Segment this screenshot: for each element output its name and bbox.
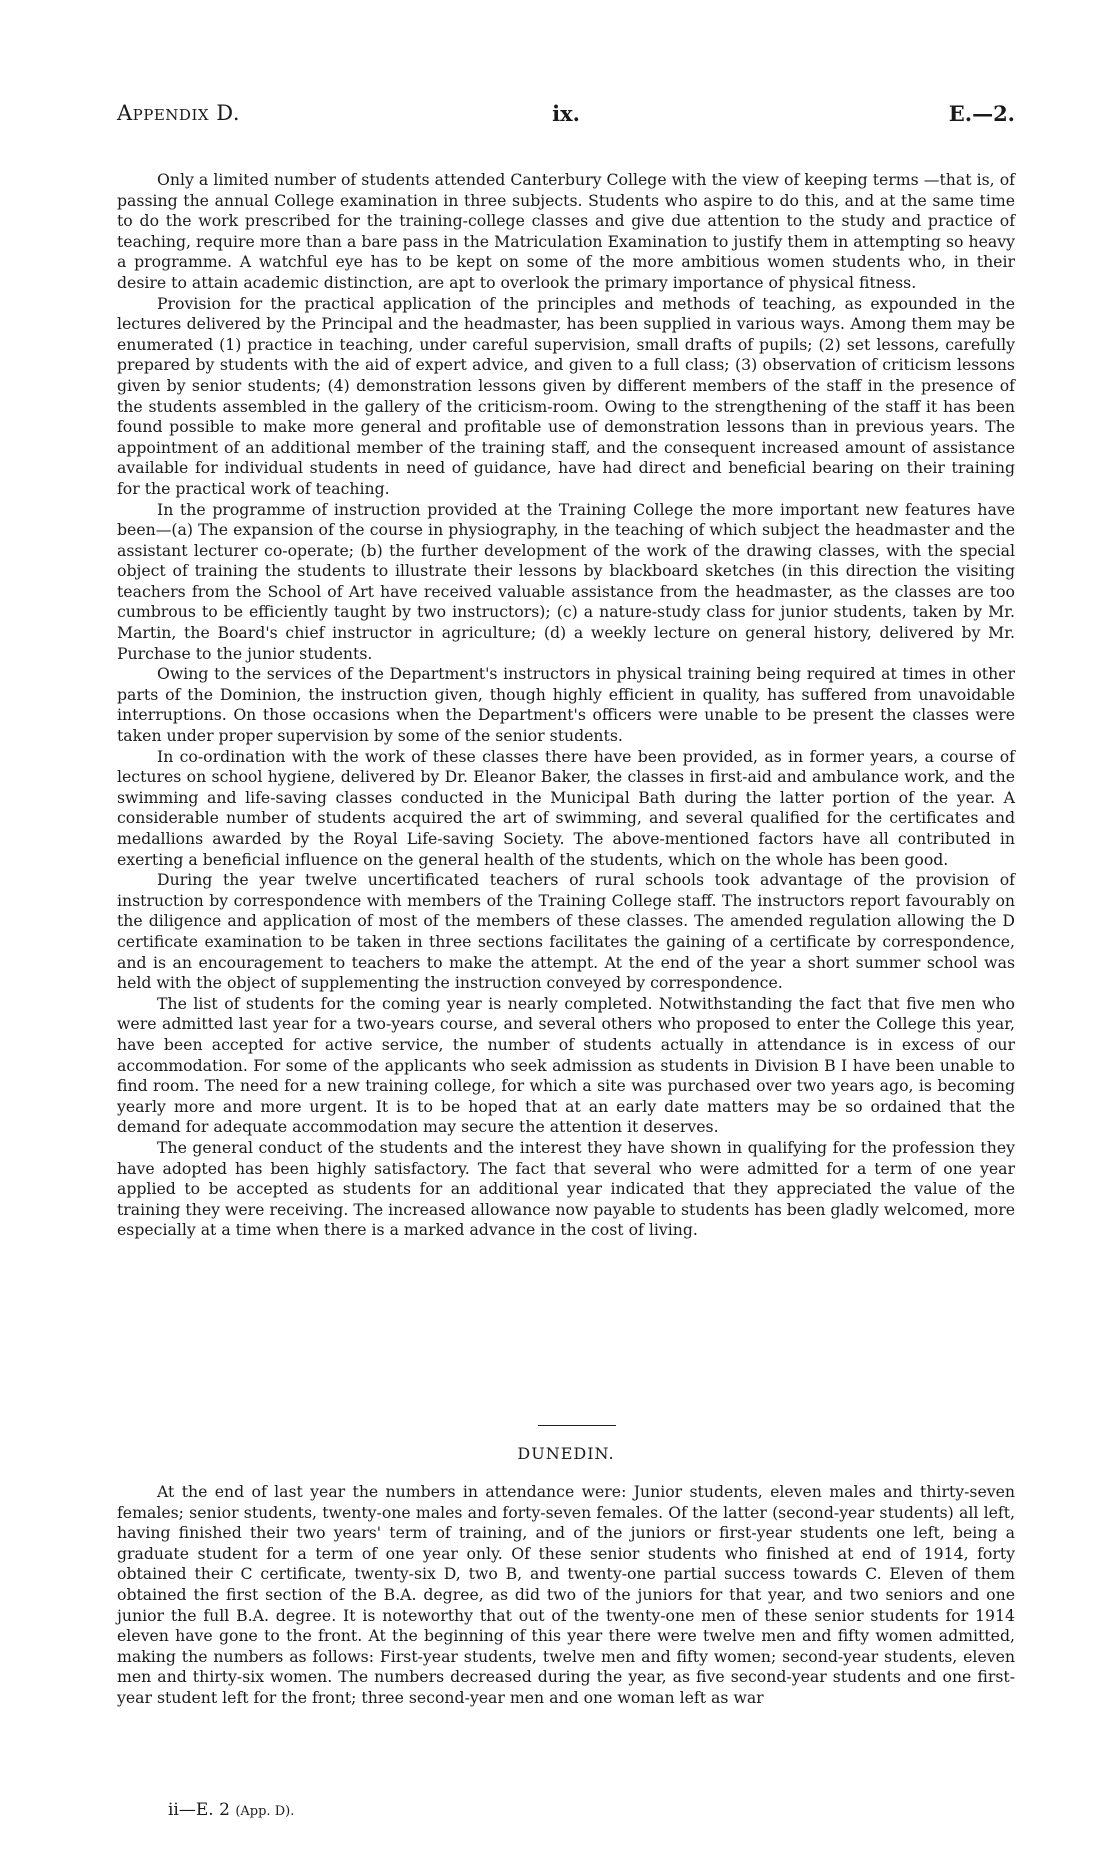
- page-footer: [168, 1800, 294, 1820]
- paragraph: In the programme of instruction provided at the Training College the more important new features have been—(a) The expansion of the course in physiography, in the teaching of which subject the headmaster and the assistant lecturer co-operate; (b) the further development of the work of the drawing classes, with the special object of training the students to illustrate their lessons by blackboard sketches (in this direction the visiting teachers from the School of Art have received valuable assistance from the headmaster, as the classes are too cumbrous to be efficiently taught by two instructors); (c) a nature-study class for junior students, taken by Mr. Martin, the Board's chief instructor in agriculture; (d) a weekly lecture on general history, delivered by Mr. Purchase to the junior students.: [117, 499, 1015, 663]
- page-number: ix.: [552, 101, 580, 126]
- dunedin-text: [117, 1482, 1015, 1709]
- appendix-label: Appendix D.: [117, 101, 240, 125]
- footer-appendix: (App. D).: [235, 1804, 295, 1819]
- paragraph: In co-ordination with the work of these classes there have been provided, as in former years, a course of lectures on school hygiene, delivered by Dr. Eleanor Baker, the classes in first-aid and ambulance work, and the swimming and life-saving classes conducted in the Municipal Bath during the latter portion of the year. A considerable number of students acquired the art of swimming, and several qualified for the certificates and medallions awarded by the Royal Life-saving Society. The above-mentioned factors have all contributed in exerting a beneficial influence on the general health of the students, which on the whole has been good.: [117, 746, 1015, 869]
- section-heading: DUNEDIN.: [517, 1444, 615, 1463]
- page-header: [117, 101, 1015, 133]
- paragraph: At the end of last year the numbers in attendance were: Junior students, eleven males and thirty-seven females; senior students, twenty-one males and forty-seven females. Of the latter (second-year students) all left, having finished their two years' term of training, and of the juniors or first-year students one left, being a graduate student for a term of one year only. Of these senior students who finished at end of 1914, forty obtained their C certificate, twenty-six D, two B, and twenty-one partial success towards C. Eleven of them obtained the first section of the B.A. degree, as did two of the juniors for that year, and two seniors and one junior the full B.A. degree. It is noteworthy that out of the twenty-one men of these senior students for 1914 eleven have gone to the front. At the beginning of this year there were twelve men and fifty women admitted, making the numbers as follows: First-year students, twelve men and fifty women; second-year students, eleven men and thirty-six women. The numbers decreased during the year, as five second-year students and one first-year student left for the front; three second-year men and one woman left as war: [117, 1482, 1015, 1707]
- main-text: [117, 170, 1015, 1241]
- paragraph: Only a limited number of students attended Canterbury College with the view of keeping terms —that is, of passing the annual College examination in three subjects. Students who aspire to do this, and at the same time to do the work prescribed for the training-college classes and give due attention to the study and practice of teaching, require more than a bare pass in the Matriculation Examination to justify them in attempting so heavy a programme. A watchful eye has to be kept on some of the more ambitious women students who, in their desire to attain academic distinction, are apt to overlook the primary importance of physical fitness.: [117, 170, 1015, 292]
- paragraph: The list of students for the coming year is nearly completed. Notwithstanding the fact that five men who were admitted last year for a two-years course, and several others who proposed to enter the College this year, have been accepted for active service, the number of students actually in attendance is in excess of our accommodation. For some of the applicants who seek admission as students in Division B I have been unable to find room. The need for a new training college, for which a site was purchased over two years ago, is becoming yearly more and more urgent. It is to be hoped that at an early date matters may be so ordained that the demand for adequate accommodation may secure the attention it deserves.: [117, 993, 1015, 1137]
- paragraph: Provision for the practical application of the principles and methods of teaching, as expounded in the lectures delivered by the Principal and the headmaster, has been supplied in various ways. Among them may be enumerated (1) practice in teaching, under careful supervision, small drafts of pupils; (2) set lessons, carefully prepared by students with the aid of expert advice, and given to a full class; (3) observation of criticism lessons given by senior students; (4) demonstration lessons given by different members of the staff in the presence of the students assembled in the gallery of the criticism-room. Owing to the strengthening of the staff it has been found possible to make more general and profitable use of demonstration lessons than in previous years. The appointment of an additional member of the training staff, and the consequent increased amount of assistance available for individual students in need of guidance, have had direct and beneficial bearing on their training for the practical work of teaching.: [117, 293, 1015, 498]
- section-divider: [538, 1425, 616, 1426]
- document-code: E.—2.: [948, 101, 1015, 126]
- paragraph: The general conduct of the students and the interest they have shown in qualifying for the profession they have adopted has been highly satisfactory. The fact that several who were admitted for a term of one year applied to be accepted as students for an additional year indicated that they appreciated the value of the training they were receiving. The increased allowance now payable to students has been gladly welcomed, more especially at a time when there is a marked advance in the cost of living.: [117, 1137, 1015, 1240]
- paragraph: Owing to the services of the Department's instructors in physical training being required at times in other parts of the Dominion, the instruction given, though highly efficient in quality, has suffered from unavoidable interruptions. On those occasions when the Department's officers were unable to be present the classes were taken under proper supervision by some of the senior students.: [117, 664, 1015, 746]
- footer-signature: ii—E. 2: [168, 1800, 230, 1820]
- paragraph: During the year twelve uncertificated teachers of rural schools took advantage of the provision of instruction by correspondence with members of the Training College staff. The instructors report favourably on the diligence and application of most of the members of these classes. The amended regulation allowing the D certificate examination to be taken in three sections facilitates the gaining of a certificate by correspondence, and is an encouragement to teachers to make the attempt. At the end of the year a short summer school was held with the object of supplementing the instruction conveyed by correspondence.: [117, 870, 1015, 993]
